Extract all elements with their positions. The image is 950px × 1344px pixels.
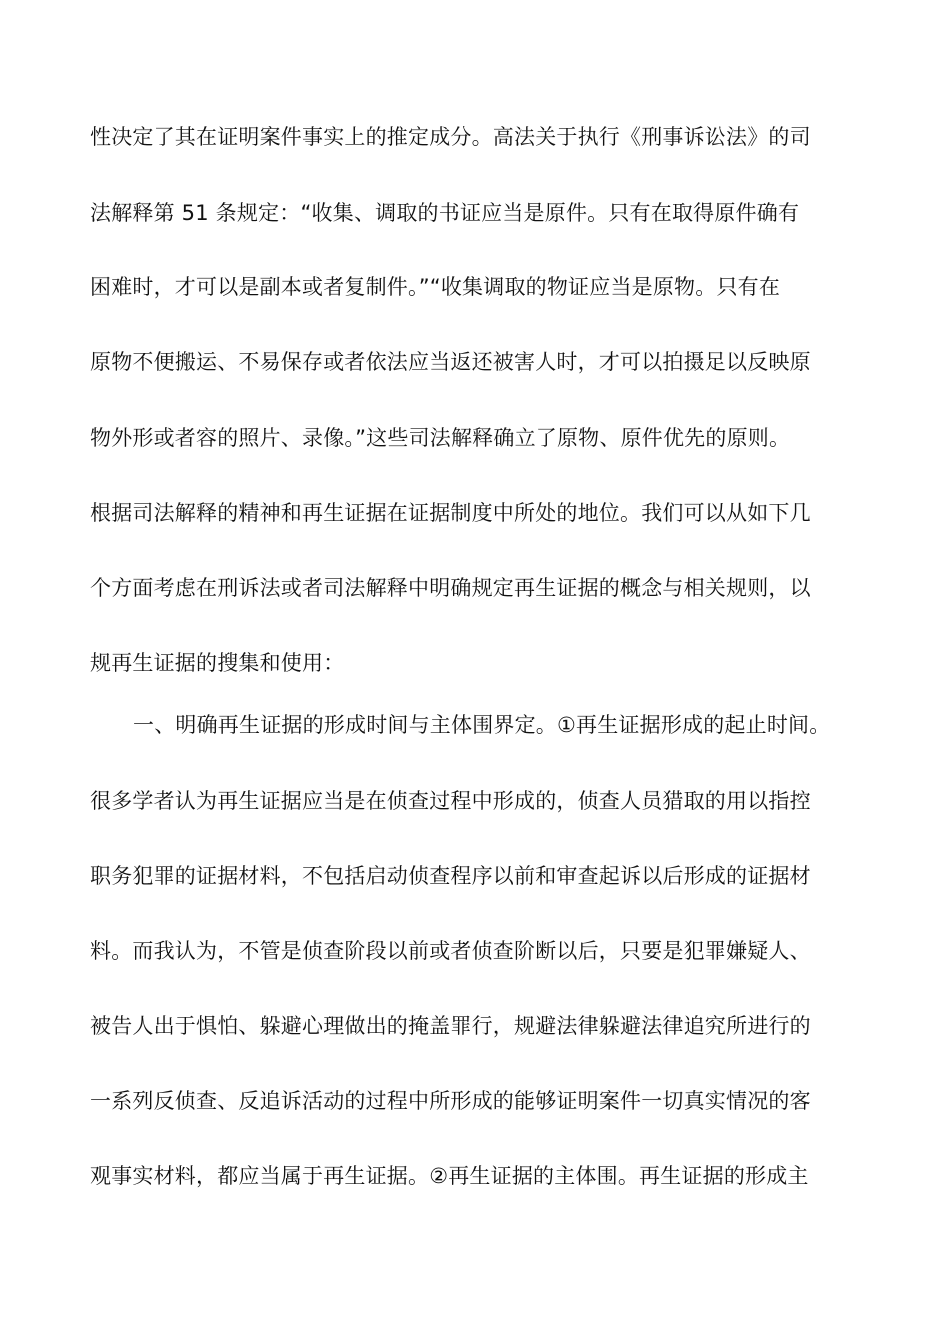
text-line: 很多学者认为再生证据应当是在侦查过程中形成的，侦查人员猎取的用以指控 — [90, 789, 811, 813]
text-line: 观事实材料，都应当属于再生证据。②再生证据的主体围。再生证据的形成主 — [90, 1164, 809, 1188]
text-line: 一、明确再生证据的形成时间与主体围界定。①再生证据形成的起止时间。 — [133, 713, 831, 737]
text-line: 法解释第 51 条规定：“收集、调取的书证应当是原件。只有在取得原件确有 — [90, 201, 800, 225]
text-line: 职务犯罪的证据材料，不包括启动侦查程序以前和审查起诉以后形成的证据材 — [90, 864, 811, 888]
text-line: 规再生证据的搜集和使用： — [90, 651, 345, 675]
text-line: 个方面考虑在刑诉法或者司法解释中明确规定再生证据的概念与相关规则，以 — [90, 576, 811, 600]
text-line: 被告人出于惧怕、躲避心理做出的掩盖罪行，规避法律躲避法律追究所进行的 — [90, 1014, 811, 1038]
text-line: 困难时，才可以是副本或者复制件。”“收集调取的物证应当是原物。只有在 — [90, 275, 781, 299]
text-line: 根据司法解释的精神和再生证据在证据制度中所处的地位。我们可以从如下几 — [90, 501, 811, 525]
text-line: 原物不便搬运、不易保存或者依法应当返还被害人时，才可以拍摄足以反映原 — [90, 350, 811, 374]
text-line: 物外形或者容的照片、录像。”这些司法解释确立了原物、原件优先的原则。 — [90, 426, 791, 450]
text-line: 性决定了其在证明案件事实上的推定成分。高法关于执行《刑事诉讼法》的司 — [90, 125, 811, 149]
text-line: 一系列反侦查、反追诉活动的过程中所形成的能够证明案件一切真实情况的客 — [90, 1089, 811, 1113]
text-line: 料。而我认为，不管是侦查阶段以前或者侦查阶断以后，只要是犯罪嫌疑人、 — [90, 939, 811, 963]
